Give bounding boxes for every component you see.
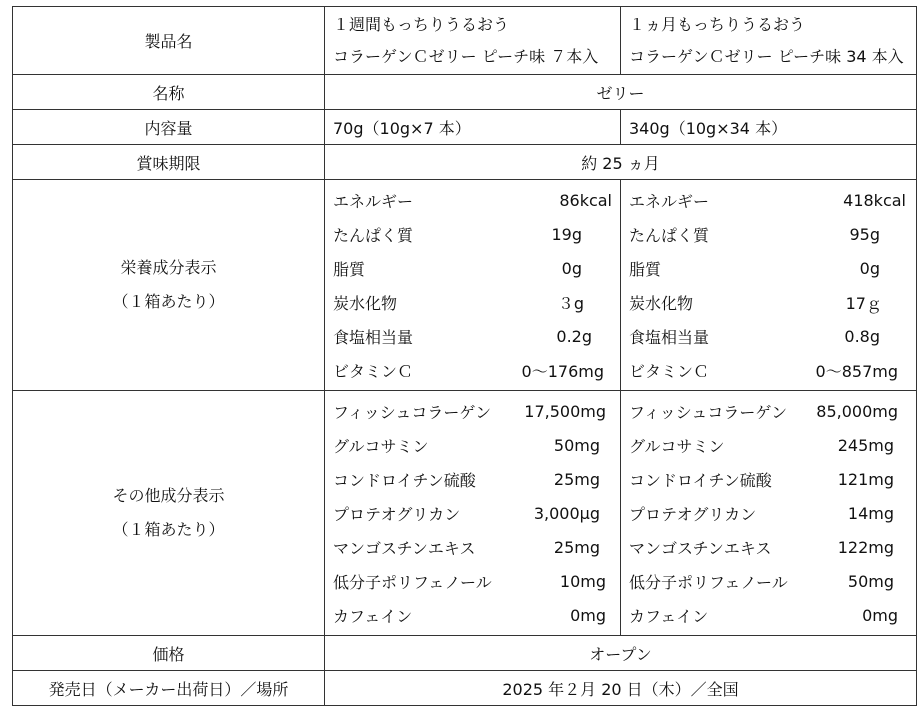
product-name-1month-line2: コラーゲンＣゼリー ピーチ味 34 本入 — [629, 46, 904, 66]
other-1week — [325, 391, 621, 636]
ingredient-row — [325, 530, 620, 564]
ingredient-row — [325, 394, 620, 428]
ingredient-value: 10mg — [559, 571, 606, 591]
nutrition-row — [621, 319, 916, 353]
other-label: その他成分表示 — [112, 486, 225, 505]
ingredient-value: 17,500mg — [524, 401, 606, 421]
ingredient-row — [621, 462, 916, 496]
product-name-1week — [325, 7, 621, 75]
ingredient-row — [325, 462, 620, 496]
name-label: 名称 — [13, 75, 325, 110]
ingredient-row — [325, 564, 620, 598]
nutrition-label-cell — [13, 180, 325, 391]
nutrient-value: 0.8g — [844, 326, 880, 346]
nutrient-name: 炭水化物 — [629, 293, 694, 313]
nutrient-name: エネルギー — [629, 191, 710, 211]
nutrient-name: たんぱく質 — [333, 225, 414, 245]
nutrient-value: 95g — [849, 224, 880, 244]
row-product-name — [13, 7, 917, 75]
ingredient-value: 85,000mg — [816, 401, 898, 421]
nutrient-value: 17ｇ — [845, 293, 882, 313]
nutrient-value: 19g — [551, 224, 582, 244]
ingredient-row — [621, 564, 916, 598]
content-label: 内容量 — [13, 110, 325, 145]
ingredient-name: 低分子ポリフェノール — [629, 572, 788, 592]
price-value: オープン — [325, 636, 917, 671]
ingredient-name: プロテオグリカン — [629, 504, 757, 524]
content-1month: 340g（10g×34 本） — [621, 110, 917, 145]
ingredient-name: マンゴスチンエキス — [333, 538, 476, 558]
ingredient-name: フィッシュコラーゲン — [333, 402, 492, 422]
product-name-1month-line1: １ヵ月もっちりうるおう — [629, 14, 806, 34]
nutrition-label: 栄養成分表示 — [120, 258, 217, 277]
ingredient-value: 121mg — [837, 469, 894, 489]
nutrient-value: 0～857mg — [815, 361, 898, 381]
ingredient-value: 50mg — [553, 435, 600, 455]
nutrition-1week — [325, 180, 621, 391]
nutrition-row — [325, 285, 620, 319]
ingredient-row — [325, 496, 620, 530]
ingredient-name: カフェイン — [333, 606, 413, 626]
ingredient-name: コンドロイチン硫酸 — [333, 470, 476, 490]
nutrient-name: ビタミンＣ — [629, 361, 710, 381]
product-name-1month — [621, 7, 917, 75]
ingredient-value: 0mg — [570, 605, 606, 625]
nutrient-value: 418kcal — [843, 190, 906, 210]
nutrient-name: ビタミンＣ — [333, 361, 414, 381]
row-price — [13, 636, 917, 671]
expiry-value: 約 25 ヵ月 — [325, 145, 917, 180]
nutrition-row — [621, 217, 916, 251]
nutrition-1month — [621, 180, 917, 391]
ingredient-value: 0mg — [862, 605, 898, 625]
nutrition-row — [325, 183, 620, 217]
ingredient-row — [621, 394, 916, 428]
ingredient-value: 245mg — [837, 435, 894, 455]
nutrition-row — [621, 285, 916, 319]
nutrition-row — [325, 319, 620, 353]
ingredient-row — [621, 496, 916, 530]
ingredient-row — [621, 530, 916, 564]
ingredient-name: グルコサミン — [333, 436, 429, 456]
nutrient-name: 炭水化物 — [333, 293, 398, 313]
other-label-cell — [13, 391, 325, 636]
nutrient-value: 0～176mg — [521, 361, 604, 381]
ingredient-value: 14mg — [847, 503, 894, 523]
ingredient-name: グルコサミン — [629, 436, 725, 456]
other-1month — [621, 391, 917, 636]
content-1week: 70g（10g×7 本） — [325, 110, 621, 145]
nutrition-sublabel: （１箱あたり） — [112, 292, 225, 311]
row-release — [13, 671, 917, 706]
product-spec-table — [12, 6, 917, 706]
product-name-label: 製品名 — [13, 7, 325, 75]
nutrient-name: 脂質 — [333, 259, 366, 279]
ingredient-name: 低分子ポリフェノール — [333, 572, 492, 592]
nutrition-row — [621, 251, 916, 285]
nutrient-name: 食塩相当量 — [629, 327, 710, 347]
row-other-ingredients — [13, 391, 917, 636]
nutrition-row — [621, 353, 916, 387]
ingredient-value: 25mg — [553, 469, 600, 489]
row-name — [13, 75, 917, 110]
nutrient-value: 0.2g — [556, 326, 592, 346]
nutrient-name: エネルギー — [333, 191, 414, 211]
release-value: 2025 年２月 20 日（木）／全国 — [325, 671, 917, 706]
ingredient-row — [621, 428, 916, 462]
row-nutrition — [13, 180, 917, 391]
ingredient-name: コンドロイチン硫酸 — [629, 470, 772, 490]
nutrient-name: たんぱく質 — [629, 225, 710, 245]
row-content — [13, 110, 917, 145]
nutrient-value: 0g — [859, 258, 880, 278]
release-label: 発売日（メーカー出荷日）／場所 — [13, 671, 325, 706]
nutrient-value: 0g — [561, 258, 582, 278]
name-value: ゼリー — [325, 75, 917, 110]
product-name-1week-line2: コラーゲンＣゼリー ピーチ味 ７本入 — [333, 46, 599, 66]
nutrient-value: ３g — [557, 293, 584, 313]
nutrient-value: 86kcal — [559, 190, 612, 210]
nutrient-name: 食塩相当量 — [333, 327, 414, 347]
nutrient-name: 脂質 — [629, 259, 662, 279]
price-label: 価格 — [13, 636, 325, 671]
expiry-label: 賞味期限 — [13, 145, 325, 180]
ingredient-value: 122mg — [837, 537, 894, 557]
nutrition-row — [325, 353, 620, 387]
nutrition-row — [621, 183, 916, 217]
ingredient-name: カフェイン — [629, 606, 709, 626]
other-sublabel: （１箱あたり） — [112, 520, 225, 539]
ingredient-value: 25mg — [553, 537, 600, 557]
ingredient-value: 3,000μg — [533, 503, 600, 523]
row-expiry — [13, 145, 917, 180]
product-name-1week-line1: １週間もっちりうるおう — [333, 14, 510, 34]
ingredient-name: マンゴスチンエキス — [629, 538, 772, 558]
ingredient-row — [325, 428, 620, 462]
nutrition-row — [325, 251, 620, 285]
ingredient-name: フィッシュコラーゲン — [629, 402, 788, 422]
nutrition-row — [325, 217, 620, 251]
ingredient-value: 50mg — [847, 571, 894, 591]
ingredient-row — [325, 598, 620, 632]
ingredient-row — [621, 598, 916, 632]
ingredient-name: プロテオグリカン — [333, 504, 461, 524]
